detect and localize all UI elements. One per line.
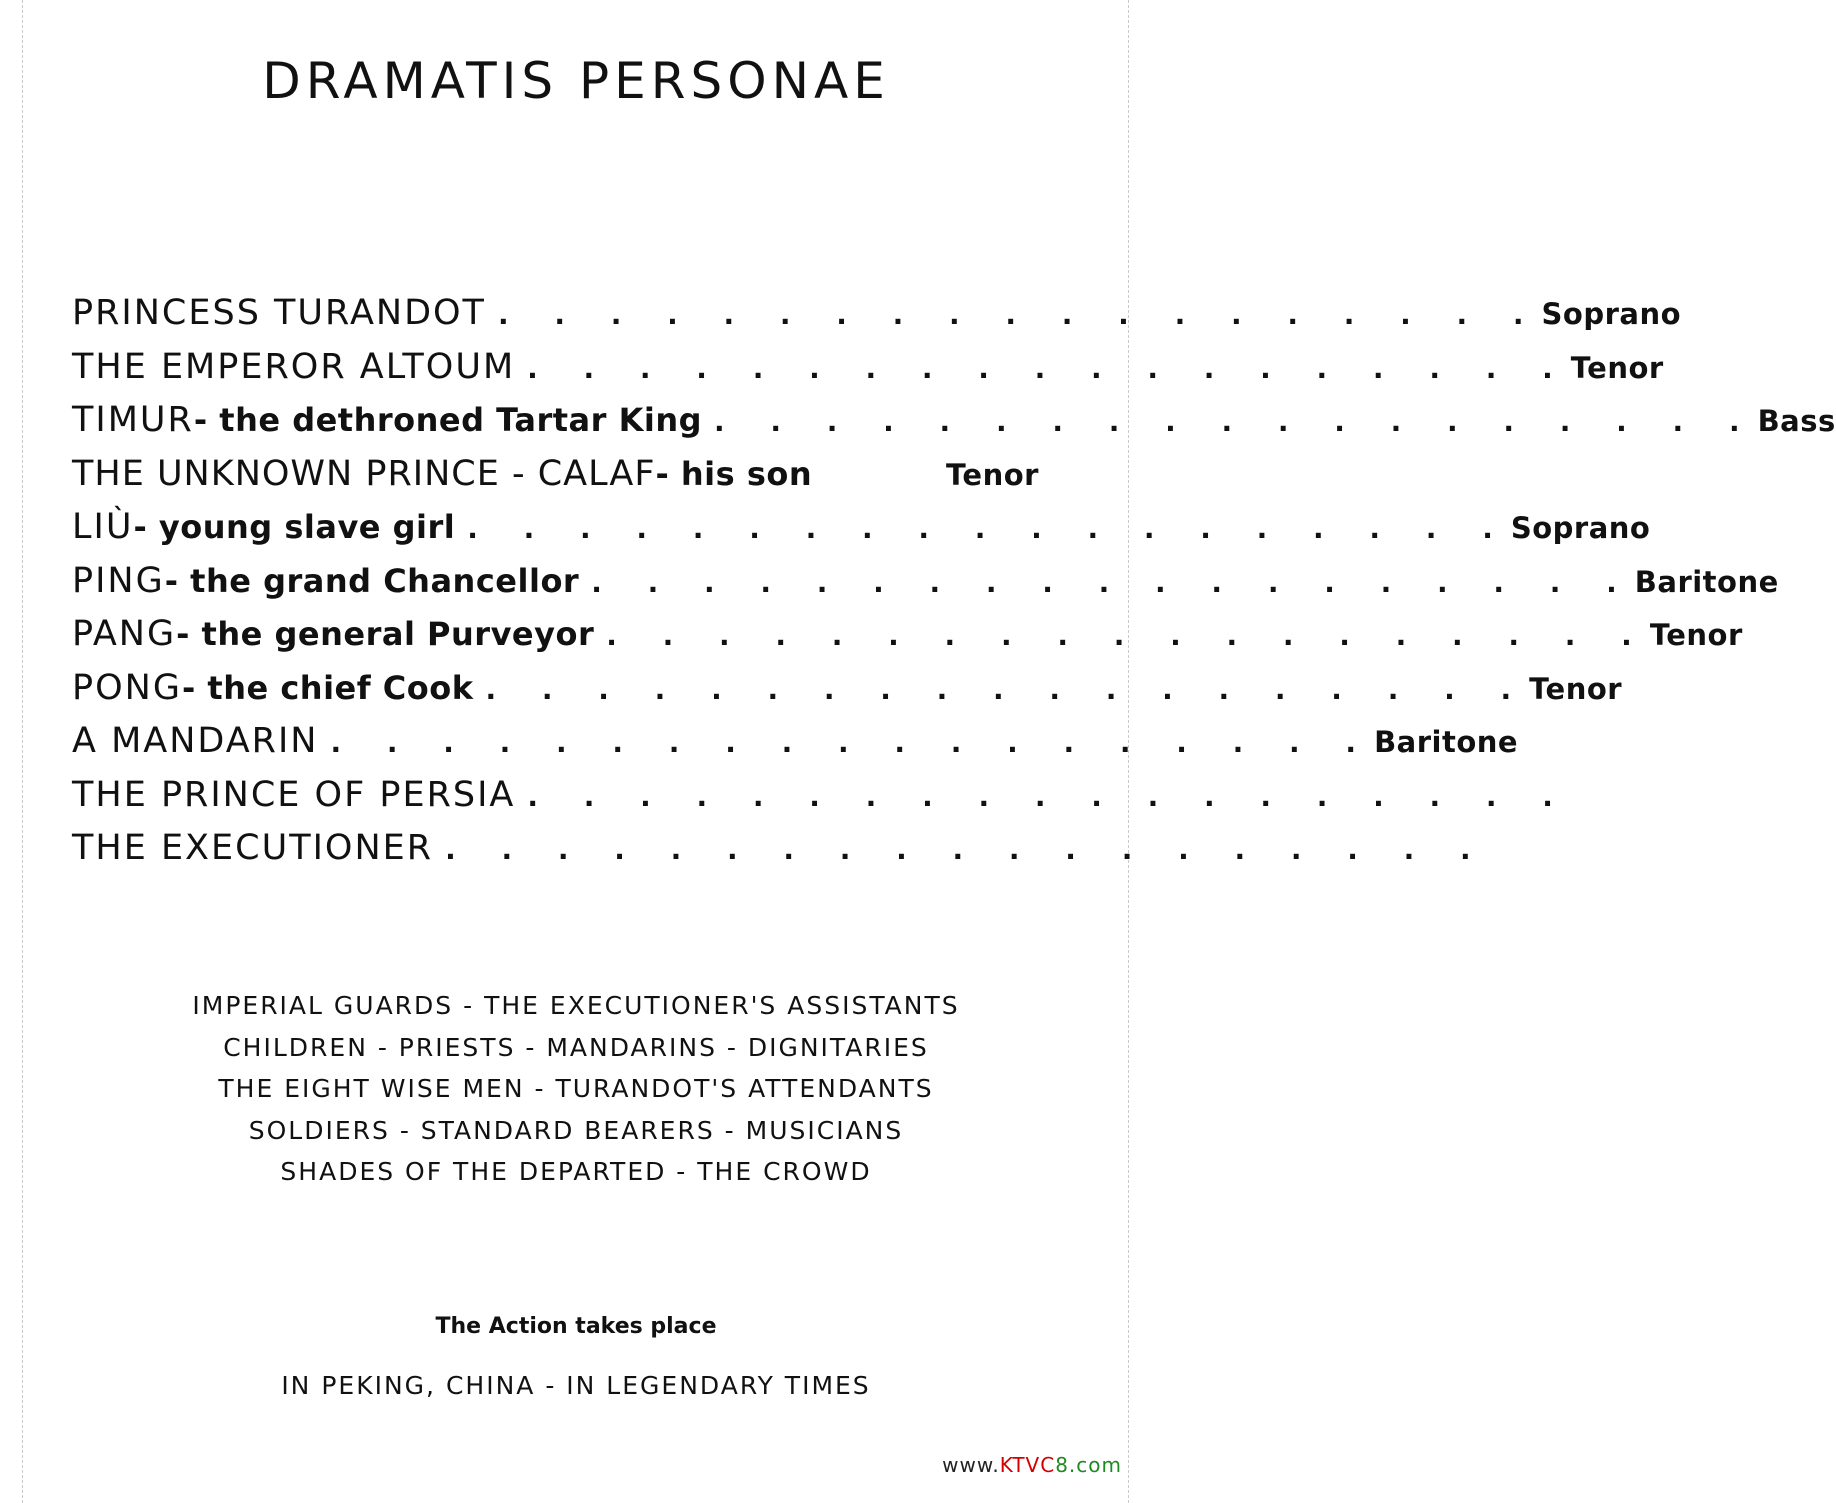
role-name: A MANDARIN [72, 721, 319, 761]
watermark-brand: KTVC [999, 1453, 1056, 1477]
ensemble-line: IMPERIAL GUARDS - THE EXECUTIONER'S ASSISTANTS [192, 991, 960, 1020]
cast-row [72, 293, 1682, 347]
watermark-suffix: 8.com [1055, 1453, 1122, 1477]
voice-type: Bass [1757, 404, 1836, 438]
role-name: LIÙ [72, 507, 134, 547]
setting-line: IN PEKING, CHINA - IN LEGENDARY TIMES [281, 1371, 871, 1400]
leader-dots: . . . . . . . . . . . . . . . . . . . [445, 833, 1489, 866]
ensemble-line: SHADES OF THE DEPARTED - THE CROWD [280, 1157, 872, 1187]
ensemble-line: THE EIGHT WISE MEN - TURANDOT'S ATTENDANTS [218, 1074, 934, 1104]
role-name: PONG [72, 667, 182, 708]
role-description: - the grand Chancellor [164, 561, 580, 600]
ensemble-list [0, 985, 1152, 1193]
watermark-prefix: www. [942, 1453, 1000, 1477]
leader-dots: . . . . . . . . . . . . . . . . . . . [714, 405, 1758, 438]
cast-list [72, 293, 1836, 882]
leader-dots: . . . . . . . . . . . . . . . . . . . [591, 565, 1635, 599]
leader-dots: . . . . . . . . . . . . . . . . . . . [527, 351, 1571, 385]
ensemble-line: SOLDIERS - STANDARD BEARERS - MUSICIANS [248, 1115, 904, 1145]
page-title: DRAMATIS PERSONAE [262, 52, 890, 110]
role-name: THE PRINCE OF PERSIA [72, 774, 516, 815]
role-description: - the dethroned Tartar King [193, 401, 703, 439]
voice-type: Soprano [1541, 297, 1682, 331]
role-description: - the general Purveyor [176, 615, 595, 653]
role-description: - young slave girl [133, 508, 456, 546]
cast-row [72, 667, 1623, 722]
role-description: - his son [655, 454, 813, 493]
cast-row [72, 614, 1743, 668]
leader-dots: . . . . . . . . . . . . . . . . . . . [497, 298, 1542, 331]
voice-type: Tenor [1529, 671, 1623, 706]
role-name: THE EXECUTIONER [72, 828, 434, 868]
leader-dots: . . . . . . . . . . . . . . . . . . . [527, 779, 1571, 813]
cast-row [72, 828, 1489, 882]
action-intro: The Action takes place [435, 1314, 717, 1339]
role-name: TIMUR [72, 400, 194, 440]
role-name: PING [72, 560, 165, 601]
cast-row [72, 721, 1519, 775]
cast-row [72, 454, 1082, 508]
role-name: PANG [72, 614, 177, 654]
voice-type: Baritone [1634, 564, 1779, 599]
role-name: THE UNKNOWN PRINCE - CALAF [72, 453, 656, 494]
cast-row [72, 346, 1664, 401]
cast-row [72, 507, 1651, 561]
role-description: - the chief Cook [181, 668, 474, 707]
voice-type: Tenor [946, 457, 1039, 492]
ensemble-line: CHILDREN - PRIESTS - MANDARINS - DIGNITARIES [223, 1032, 929, 1062]
leader-dots: . . . . . . . . . . . . . . . . . . . [485, 672, 1530, 706]
leader-dots: . . . . . . . . . . . . . . . . . . . [330, 726, 1375, 759]
cast-row [72, 560, 1779, 615]
leader-dots: . . . . . . . . . . . . . . . . . . . [606, 619, 1650, 652]
leader-dots: . . . . . . . . . . . . . . . . . . . [467, 512, 1511, 545]
cast-row [72, 400, 1836, 454]
watermark [942, 1453, 1122, 1477]
voice-type: Tenor [1649, 618, 1743, 652]
voice-type: Baritone [1374, 725, 1519, 759]
cast-row [72, 774, 1571, 829]
voice-type: Soprano [1510, 511, 1651, 545]
voice-type: Tenor [1570, 350, 1664, 385]
left-margin-rule [22, 0, 23, 1503]
role-name: PRINCESS TURANDOT [72, 293, 486, 333]
role-name: THE EMPEROR ALTOUM [72, 346, 516, 387]
